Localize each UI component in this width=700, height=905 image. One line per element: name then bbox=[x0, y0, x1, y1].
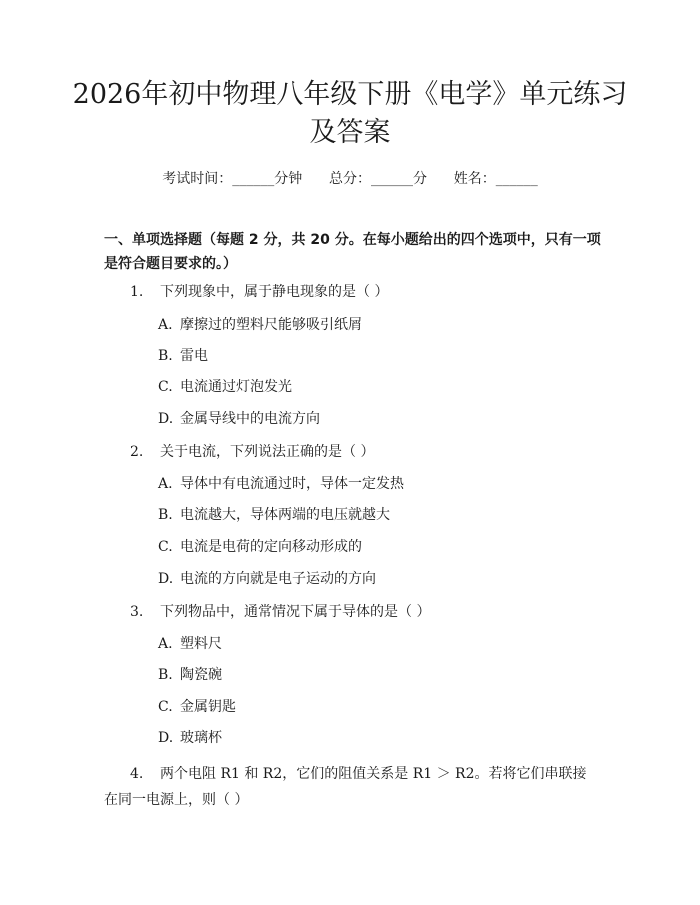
option-3d bbox=[158, 728, 222, 748]
option-3c bbox=[158, 697, 236, 717]
option-letter: B. bbox=[158, 348, 173, 364]
option-1c bbox=[158, 377, 292, 397]
option-1d bbox=[158, 409, 320, 429]
option-letter: C. bbox=[158, 539, 173, 555]
option-letter: C. bbox=[158, 699, 173, 715]
option-2c bbox=[158, 537, 362, 557]
section-heading: 一、单项选择题（每题 2 分，共 20 分。在每小题给出的四个选项中，只有一项是符合题目要求的。） bbox=[104, 232, 601, 272]
option-text: 电流的方向就是电子运动的方向 bbox=[180, 571, 376, 587]
option-text: 摩擦过的塑料尺能够吸引纸屑 bbox=[180, 317, 362, 333]
option-2b bbox=[158, 505, 390, 525]
option-text: 金属钥匙 bbox=[180, 699, 236, 715]
option-text: 雷电 bbox=[180, 348, 208, 364]
option-text: 玻璃杯 bbox=[180, 730, 222, 746]
option-text: 塑料尺 bbox=[180, 636, 222, 652]
option-text: 电流越大，导体两端的电压就越大 bbox=[180, 507, 390, 523]
question-number: 4. bbox=[130, 766, 144, 782]
option-3a bbox=[158, 634, 222, 654]
option-text: 电流通过灯泡发光 bbox=[180, 379, 292, 395]
option-letter: B. bbox=[158, 667, 173, 683]
question-text: 下列现象中，属于静电现象的是（ ） bbox=[160, 284, 389, 300]
option-1a bbox=[158, 315, 362, 335]
question-4 bbox=[104, 761, 596, 813]
question-number: 3. bbox=[130, 604, 144, 620]
option-letter: D. bbox=[158, 411, 174, 427]
question-text: 下列物品中，通常情况下属于导体的是（ ） bbox=[160, 604, 431, 620]
question-number: 1. bbox=[130, 284, 144, 300]
option-letter: A. bbox=[158, 636, 173, 652]
option-text: 陶瓷碗 bbox=[180, 667, 222, 683]
option-letter: C. bbox=[158, 379, 173, 395]
option-letter: D. bbox=[158, 730, 174, 746]
document-title: 2026年初中物理八年级下册《电学》单元练习及答案 bbox=[72, 79, 628, 148]
option-letter: B. bbox=[158, 507, 173, 523]
option-3b bbox=[158, 665, 222, 685]
option-letter: D. bbox=[158, 571, 174, 587]
option-text: 金属导线中的电流方向 bbox=[180, 411, 320, 427]
exam-info-line: 考试时间：______分钟 总分：______分 姓名：______ bbox=[162, 171, 538, 187]
option-text: 电流是电荷的定向移动形成的 bbox=[180, 539, 362, 555]
question-text: 关于电流，下列说法正确的是（ ） bbox=[160, 444, 375, 460]
option-letter: A. bbox=[158, 476, 173, 492]
option-2d bbox=[158, 569, 376, 589]
option-2a bbox=[158, 474, 404, 494]
option-text: 导体中有电流通过时，导体一定发热 bbox=[180, 476, 404, 492]
question-number: 2. bbox=[130, 444, 144, 460]
question-text: 两个电阻 R1 和 R2，它们的阻值关系是 R1 ＞ R2。若将它们串联接在同一电源上，则（ ） bbox=[104, 766, 587, 808]
option-1b bbox=[158, 346, 208, 366]
option-letter: A. bbox=[158, 317, 173, 333]
